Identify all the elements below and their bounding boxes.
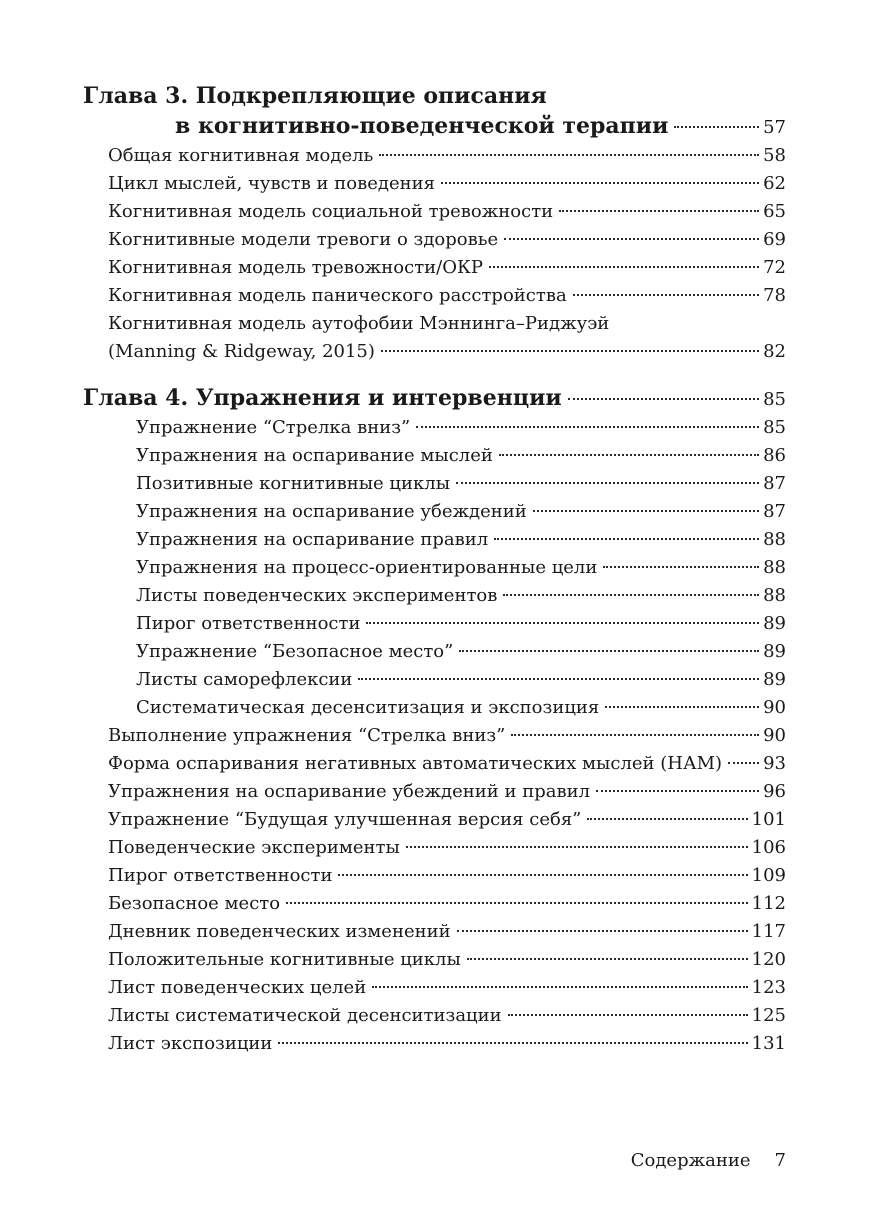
toc-subentry-page: 85 xyxy=(763,417,786,438)
toc-entry xyxy=(83,282,786,310)
chapter-3-title-line1: Глава 3. Подкрепляющие описания xyxy=(83,83,547,109)
page-footer xyxy=(631,1150,786,1171)
chapter-4-page: 85 xyxy=(763,389,786,410)
toc-entry-title: Безопасное место xyxy=(108,893,281,914)
toc-subentry xyxy=(83,610,786,638)
toc-entry-title: Упражнение “Будущая улучшенная версия себя” xyxy=(108,809,582,830)
toc-entry-title: Дневник поведенческих изменений xyxy=(108,921,451,942)
leader-dots xyxy=(441,181,759,184)
toc-subentry-title: Пирог ответственности xyxy=(136,613,361,634)
toc-entry-page: 125 xyxy=(751,1005,786,1026)
toc-entry-page: 131 xyxy=(751,1033,786,1054)
toc-subentry-page: 88 xyxy=(763,585,786,606)
leader-dots xyxy=(278,1041,747,1044)
toc-entry-title: Лист поведенческих целей xyxy=(108,977,367,998)
toc-entry-page: 117 xyxy=(751,921,786,942)
leader-dots xyxy=(372,985,747,988)
toc-entry-page: 120 xyxy=(751,949,786,970)
toc-entry xyxy=(83,834,786,862)
toc-entry-page: 93 xyxy=(763,753,786,774)
toc-entry-multiline xyxy=(83,310,786,338)
leader-dots xyxy=(533,509,759,512)
toc-entry xyxy=(83,142,786,170)
leader-dots xyxy=(559,209,759,212)
toc-entry-page: 112 xyxy=(751,893,786,914)
leader-dots xyxy=(379,153,759,156)
chapter-4-heading xyxy=(83,384,786,414)
toc-entry-title-line1: Когнитивная модель аутофобии Мэннинга–Риджуэй xyxy=(108,313,610,334)
toc-entry-page: 109 xyxy=(751,865,786,886)
toc-subentry xyxy=(83,498,786,526)
toc-entry-page: 82 xyxy=(763,341,786,362)
toc-entry xyxy=(83,1002,786,1030)
toc-entry-title: Когнитивные модели тревоги о здоровье xyxy=(108,229,499,250)
toc-entry xyxy=(83,946,786,974)
toc-entry xyxy=(83,198,786,226)
leader-dots xyxy=(494,537,759,540)
toc-subentry-page: 88 xyxy=(763,557,786,578)
toc-subentry-title: Упражнение “Безопасное место” xyxy=(136,641,454,662)
toc-entry-page: 90 xyxy=(763,725,786,746)
toc-subentry-title: Листы поведенческих экспериментов xyxy=(136,585,498,606)
leader-dots xyxy=(459,649,759,652)
table-of-contents xyxy=(83,82,786,1058)
chapter-3-title-line2: в когнитивно-поведенческой терапии xyxy=(175,113,669,139)
toc-subentry-title: Упражнения на процесс-ориентированные цели xyxy=(136,557,598,578)
toc-subentry-title: Систематическая десенситизация и экспозиция xyxy=(136,697,600,718)
leader-dots xyxy=(503,593,759,596)
leader-dots xyxy=(286,901,748,904)
leader-dots xyxy=(457,929,748,932)
toc-entry-title: Форма оспаривания негативных автоматических мыслей (НАМ) xyxy=(108,753,723,774)
footer-section-label: Содержание xyxy=(630,1150,751,1171)
leader-dots xyxy=(416,425,759,428)
toc-entry-title: Когнитивная модель социальной тревожности xyxy=(108,201,554,222)
leader-dots xyxy=(338,873,747,876)
toc-entry-title: Поведенческие эксперименты xyxy=(108,837,400,858)
toc-subentry xyxy=(83,442,786,470)
toc-subentry xyxy=(83,638,786,666)
leader-dots xyxy=(587,817,747,820)
toc-entry xyxy=(83,722,786,750)
toc-subentry-title: Позитивные когнитивные циклы xyxy=(136,473,451,494)
toc-subentry xyxy=(83,470,786,498)
toc-entry-page: 106 xyxy=(751,837,786,858)
toc-subentry xyxy=(83,414,786,442)
toc-subentry-page: 90 xyxy=(763,697,786,718)
leader-dots xyxy=(358,677,759,680)
leader-dots xyxy=(406,845,748,848)
toc-entry xyxy=(83,750,786,778)
leader-dots xyxy=(568,397,759,400)
toc-subentry-page: 88 xyxy=(763,529,786,550)
leader-dots xyxy=(728,761,759,764)
toc-entry xyxy=(83,254,786,282)
toc-entry-title: Положительные когнитивные циклы xyxy=(108,949,461,970)
toc-entry-title: Общая когнитивная модель xyxy=(108,145,374,166)
leader-dots xyxy=(508,1013,748,1016)
leader-dots xyxy=(467,957,748,960)
toc-entry-page: 62 xyxy=(763,173,786,194)
toc-entry-page: 69 xyxy=(763,229,786,250)
toc-subentry-page: 89 xyxy=(763,613,786,634)
toc-entry-title: Когнитивная модель тревожности/ОКР xyxy=(108,257,484,278)
chapter-3-heading xyxy=(83,82,786,110)
leader-dots xyxy=(499,453,759,456)
leader-dots xyxy=(366,621,759,624)
toc-entry-title: Листы систематической десенситизации xyxy=(108,1005,502,1026)
toc-entry-title: Пирог ответственности xyxy=(108,865,333,886)
chapter-4-title: Глава 4. Упражнения и интервенции xyxy=(83,385,562,411)
toc-entry-page: 123 xyxy=(751,977,786,998)
leader-dots xyxy=(596,789,759,792)
toc-subentry-title: Упражнения на оспаривание мыслей xyxy=(136,445,493,466)
toc-subentry xyxy=(83,694,786,722)
leader-dots xyxy=(504,237,759,240)
toc-entry xyxy=(83,862,786,890)
leader-dots xyxy=(573,293,759,296)
toc-entry-page: 101 xyxy=(751,809,786,830)
toc-subentry-title: Упражнения на оспаривание правил xyxy=(136,529,489,550)
toc-entry xyxy=(83,890,786,918)
toc-entry-title: Когнитивная модель панического расстройства xyxy=(108,285,567,306)
footer-page-number: 7 xyxy=(774,1150,786,1171)
toc-entry-title: Упражнения на оспаривание убеждений и правил xyxy=(108,781,591,802)
toc-entry-page: 78 xyxy=(763,285,786,306)
toc-entry xyxy=(83,226,786,254)
toc-entry xyxy=(83,778,786,806)
toc-subentry-page: 89 xyxy=(763,669,786,690)
toc-subentry-page: 89 xyxy=(763,641,786,662)
toc-subentry-page: 87 xyxy=(763,473,786,494)
toc-subentry-title: Листы саморефлексии xyxy=(136,669,353,690)
toc-entry-title: Цикл мыслей, чувств и поведения xyxy=(108,173,435,194)
toc-subentry xyxy=(83,582,786,610)
leader-dots xyxy=(456,481,759,484)
toc-entry-page: 72 xyxy=(763,257,786,278)
toc-entry-title: Лист экспозиции xyxy=(108,1033,273,1054)
leader-dots xyxy=(489,265,759,268)
leader-dots xyxy=(674,125,759,128)
toc-subentry xyxy=(83,526,786,554)
toc-entry-page: 65 xyxy=(763,201,786,222)
chapter-3-title-row xyxy=(83,112,786,142)
toc-entry-title-line2: (Manning & Ridgeway, 2015) xyxy=(108,341,375,362)
toc-entry xyxy=(83,170,786,198)
leader-dots xyxy=(605,705,759,708)
leader-dots xyxy=(603,565,759,568)
toc-subentry-page: 86 xyxy=(763,445,786,466)
toc-entry-title: Выполнение упражнения “Стрелка вниз” xyxy=(108,725,506,746)
toc-entry xyxy=(83,974,786,1002)
leader-dots xyxy=(511,733,759,736)
toc-entry xyxy=(83,1030,786,1058)
toc-subentry xyxy=(83,666,786,694)
toc-subentry xyxy=(83,554,786,582)
toc-subentry-title: Упражнение “Стрелка вниз” xyxy=(136,417,411,438)
toc-subentry-title: Упражнения на оспаривание убеждений xyxy=(136,501,527,522)
toc-entry-page: 58 xyxy=(763,145,786,166)
toc-entry-page: 96 xyxy=(763,781,786,802)
toc-subentry-page: 87 xyxy=(763,501,786,522)
chapter-3-page: 57 xyxy=(763,117,786,138)
toc-entry xyxy=(83,338,786,366)
leader-dots xyxy=(381,349,759,352)
toc-entry xyxy=(83,806,786,834)
toc-entry xyxy=(83,918,786,946)
